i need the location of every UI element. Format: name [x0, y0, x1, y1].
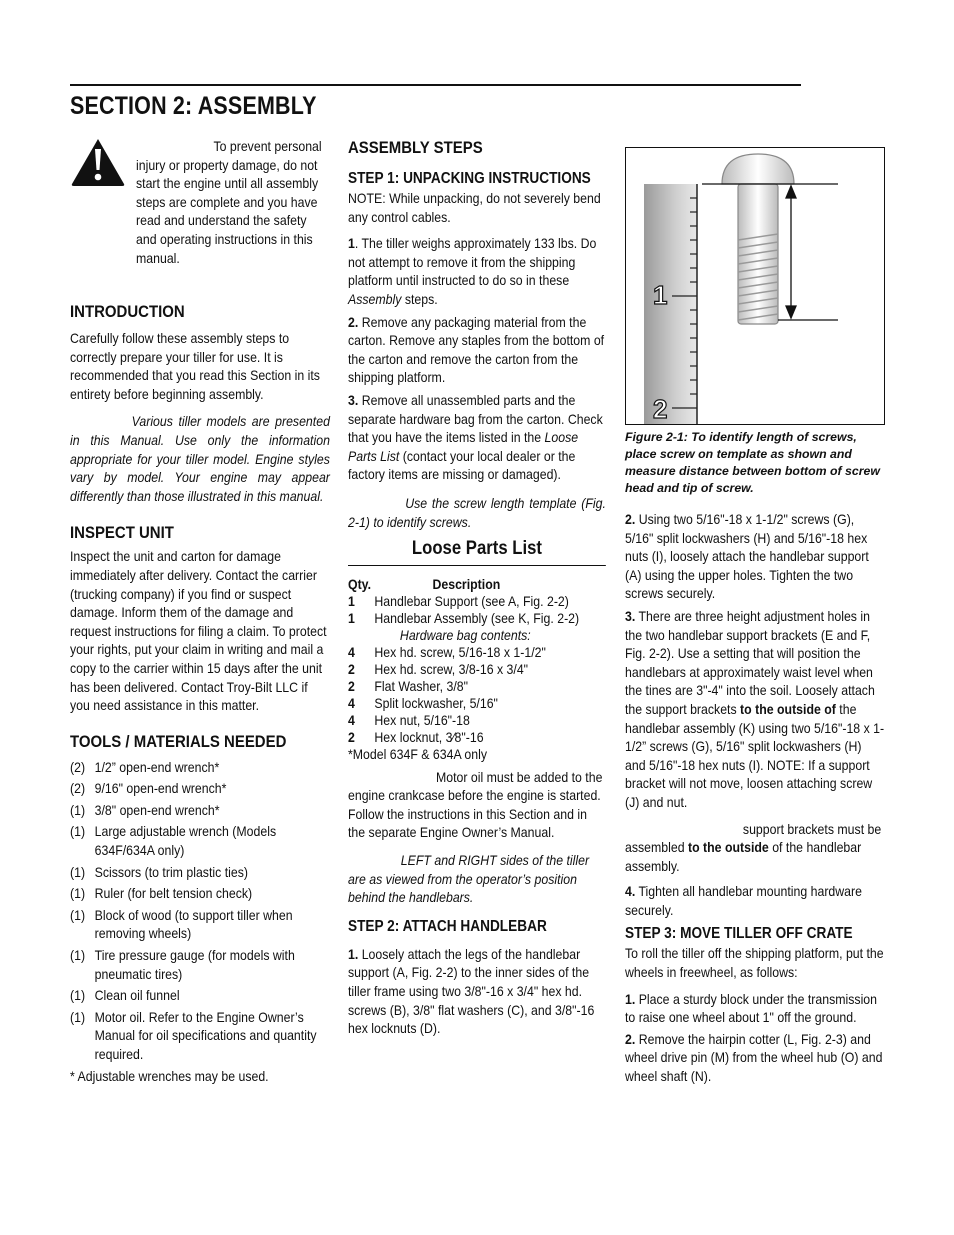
step1-note: NOTE: While unpacking, do not severely bend any control cables.: [348, 190, 601, 225]
tools-item: (1) Clean oil funnel: [70, 987, 180, 1004]
tools-item: (1) Block of wood (to support tiller when removing wheels): [70, 906, 293, 942]
step3-item-1: 1. Place a sturdy block under the transmission to raise one wheel about 1" off the ground.: [625, 990, 878, 1026]
screw-template-note: Use the screw length template (Fig. 2-1) to identify screws.: [348, 494, 606, 530]
tools-item: (1) Large adjustable wrench (Models 634F/634A only): [70, 823, 277, 859]
step1-item-1: 1. The tiller weighs approximately 133 lbs. Do not attempt to remove it from the shipping platform until instructed to do so in these Assembly steps.: [348, 235, 597, 307]
step1-heading: STEP 1: UNPACKING INSTRUCTIONS: [348, 170, 591, 187]
tools-item: (1) Tire pressure gauge (for models with pneumatic tires): [70, 947, 295, 982]
top-rule: [70, 84, 801, 86]
loose-parts-section: [348, 540, 606, 763]
loose-parts-footnote: *Model 634F & 634A only: [348, 745, 488, 762]
tools-item: (2) 1/2” open-end wrench*: [70, 758, 220, 775]
step2-heading: STEP 2: ATTACH HANDLEBAR: [348, 917, 547, 935]
assembly-heading: ASSEMBLY STEPS: [348, 138, 483, 157]
step3-item-2: 2. Remove the hairpin cotter (L, Fig. 2-3) and wheel drive pin (M) from the wheel hub (O) and wheel shaft (N).: [625, 1030, 883, 1085]
introduction-heading: INTRODUCTION: [70, 302, 185, 321]
column-left: [70, 137, 330, 1085]
column-middle: [348, 137, 606, 1038]
ruler-label-2: 2: [653, 394, 668, 424]
step1-item-3: 3. Remove all unassembled parts and the separate hardware bag from the carton. Check that you have the items listed in the Loose Parts List (contact your local dealer or the factory items are missing or damaged).: [348, 391, 603, 483]
loose-parts-rule: [348, 565, 606, 566]
tools-footnote: * Adjustable wrenches may be used.: [70, 1067, 269, 1084]
column-right: [625, 510, 885, 1086]
table-row: Hardware bag contents:: [399, 626, 531, 643]
tools-item: (1) Motor oil. Refer to the Engine Owner’s Manual for oil specifications and quantity required.: [70, 1008, 317, 1062]
step3-heading: STEP 3: MOVE TILLER OFF CRATE: [625, 925, 853, 943]
step2-item-1: 1. Loosely attach the legs of the handlebar support (A, Fig. 2-2) to the inner sides of the tiller frame using two 3/8"-16 x 3/4" hex hd. screws (B), 3/8" flat washers (C), and 3/8"-16 hex locknuts (D).: [348, 945, 595, 1037]
tools-item: (1) 3/8" open-end wrench*: [70, 801, 220, 818]
tools-item: (2) 9/16" open-end wrench*: [70, 780, 227, 797]
section-title: SECTION 2: ASSEMBLY: [70, 92, 317, 120]
warning-block: [70, 137, 330, 289]
ruler-bar: [644, 184, 697, 424]
table-row: 4 Split lockwasher, 5/16": [348, 694, 498, 711]
loose-parts-table: [348, 576, 606, 746]
introduction-note: Various tiller models are presented in this Manual. Use only the information appropriate for your tiller model. Engine styles vary by model. Your engine may appear differently than those illustrated in this manual.: [70, 413, 330, 504]
figure-caption: Figure 2-1: To identify length of screws, place screw on template as shown and measure distance between bottom of screw head and tip of screw.: [625, 430, 880, 495]
step2-item-4: 4. Tighten all handlebar mounting hardware securely.: [625, 883, 862, 918]
introduction-body: Carefully follow these assembly steps to correctly prepare your tiller for use. It is recommended that you read this Section in its entirety before beginning assembly.: [70, 330, 320, 402]
inspect-heading: INSPECT UNIT: [70, 523, 174, 543]
tools-item: (1) Ruler (for belt tension check): [70, 885, 253, 902]
step1-item-2: 2. Remove any packaging material from the carton. Remove any staples from the bottom of the carton and remove the carton from the shipping platform.: [348, 313, 605, 386]
tools-list: [70, 758, 330, 1064]
step2-item-3: 3. There are three height adjustment holes in the two handlebar support brackets (E and F, Fig. 2-2). Use a setting that will position the handlebars at approximately waist level when the tines are 3"-4" into the soil. Loosely attach the support brackets to the outside of the handlebar assembly (K) using two 5/16"-18 x 1-1/2” screws (G), 5/16" split lockwashers (H) and 5/16"-18 hex nuts (I). NOTE: If a support bracket will not move, loosen attaching screw (J) and nut.: [625, 607, 885, 810]
tools-item: (1) Scissors (to trim plastic ties): [70, 863, 248, 880]
screw-template-illustration: [626, 148, 884, 424]
loose-parts-title: Loose Parts List: [411, 538, 542, 560]
step2-bracket-note: support brackets must be assembled to the outside of the handlebar assembly.: [625, 820, 882, 874]
warning-text: To prevent personal injury or property damage, do not start the engine until all assembly steps are complete and you have read and understand the safety and operating instructions in this manual.: [136, 138, 322, 266]
table-row: 2 Flat Washer, 3/8": [348, 677, 469, 694]
step2-item-2: 2. Using two 5/16"-18 x 1-1/2" screws (G), 5/16" split lockwashers (H) and 5/16"-18 hex nuts (I), loosely attach the handlebar support (A) using the upper holes. Tighten the two screws securely.: [625, 511, 869, 602]
table-row: 1 Handlebar Assembly (see K, Fig. 2-2): [348, 609, 580, 626]
tools-heading: TOOLS / MATERIALS NEEDED: [70, 731, 287, 751]
screw-drawing: [722, 154, 794, 324]
table-row: 1 Handlebar Support (see A, Fig. 2-2): [348, 592, 569, 609]
inspect-body: Inspect the unit and carton for damage immediately after delivery. Contact the carrier (trucking company) if you find or suspect damage. Inform them of the damage and request instructions for filing a claim. To protect your rights, put your claim in writing and mail a copy to the carrier within 15 days after the unit has been delivered. Contact Troy-Bilt LLC if you need assistance in this matter.: [70, 548, 327, 714]
figure-2-1: [625, 147, 885, 425]
table-row: 2 Hex hd. screw, 3/8-16 x 3/4": [348, 660, 529, 677]
table-header: Qty. Description: [348, 575, 501, 592]
warning-triangle-icon: [70, 137, 126, 187]
table-row: 4 Hex hd. screw, 5/16-18 x 1-1/2": [348, 643, 546, 660]
table-row: 2 Hex locknut, 3⁄8"-16: [348, 728, 484, 745]
sides-note: LEFT and RIGHT sides of the tiller are as viewed from the operator’s position behind the handlebars.: [348, 852, 590, 906]
step3-intro: To roll the tiller off the shipping platform, put the wheels in freewheel, as follows:: [625, 945, 884, 981]
ruler-label-1: 1: [653, 280, 668, 310]
table-row: 4 Hex nut, 5/16"-18: [348, 711, 470, 728]
oil-note: Motor oil must be added to the engine crankcase before the engine is started. Follow the instructions in this Section and in the separate Engine Owner’s Manual.: [348, 768, 603, 841]
